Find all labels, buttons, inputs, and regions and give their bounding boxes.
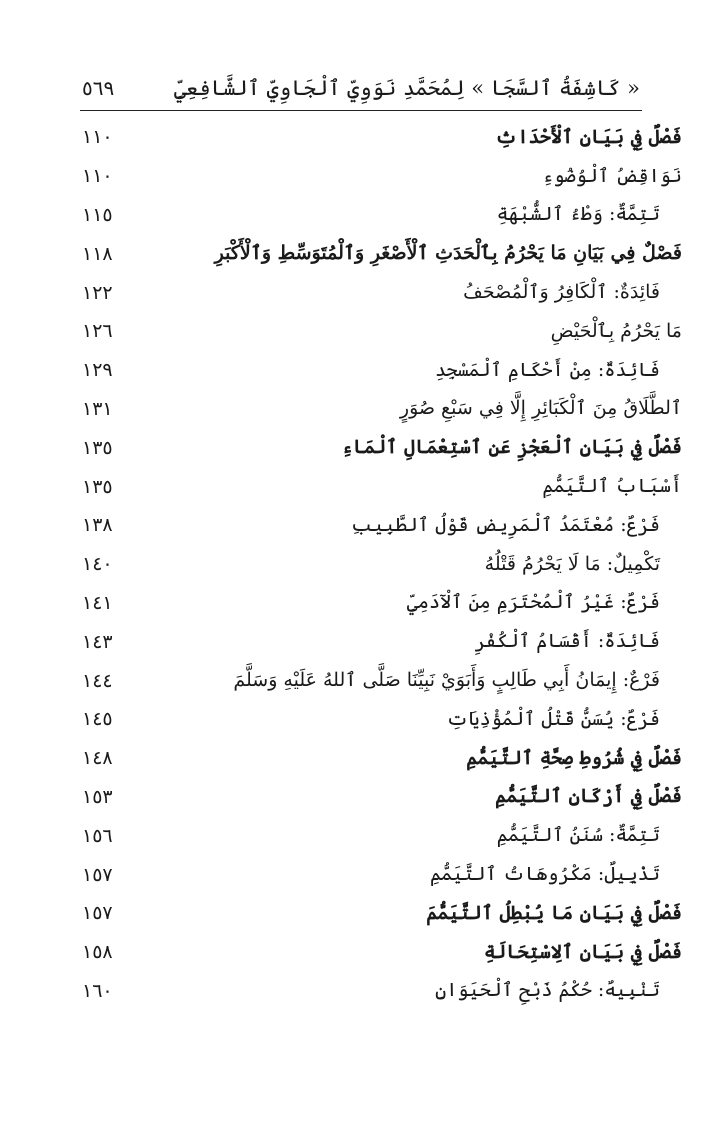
toc-subentry-title: مَا يَحْرُمُ بِٱلْحَيْضِ <box>550 319 682 342</box>
toc-page-number: ١٣٥ <box>82 475 113 498</box>
toc-page-number: ١١٥ <box>82 203 113 226</box>
toc-entry <box>78 234 682 273</box>
toc-entry <box>78 312 682 351</box>
toc-section-title: فَصْلٌ فِي بَيَانِ ٱلِاسْتِحَالَةِ <box>484 940 682 963</box>
toc-entry <box>78 894 682 933</box>
toc-subentry-title: ٱلطَّلَاقُ مِنَ ٱلْكَبَائِرِ إِلَّا فِي سَبْعِ صُوَرٍ <box>399 397 682 420</box>
book-title: « كَاشِفَةُ ٱلسَّجَا » لِمُحَمَّدِ نَوَوِيِّ ٱلْجَاوِيِّ ٱلشَّافِعِيِّ <box>173 76 640 100</box>
toc-entry <box>78 855 682 894</box>
toc-page-number: ١٣١ <box>82 397 113 420</box>
toc-subentry-title: تَكْمِيلٌ: مَا لَا يَحْرُمُ قَتْلُهُ <box>484 552 660 575</box>
toc-page-number: ١٤٨ <box>82 747 113 770</box>
toc-entry <box>78 545 682 584</box>
toc-subentry-title: فَائِدَةٌ: ٱلْكَافِرُ وَٱلْمُصْحَفُ <box>463 281 660 304</box>
toc-subentry-title: فَائِدَةٌ: مِنْ أَحْكَامِ ٱلْمَسْجِدِ <box>435 358 660 381</box>
toc-page-number: ١٣٨ <box>82 514 113 537</box>
toc-entry <box>78 390 682 429</box>
toc-entry <box>78 700 682 739</box>
toc-page-number: ١٥٧ <box>82 863 113 886</box>
toc-entry <box>78 467 682 506</box>
table-of-contents <box>78 118 682 1010</box>
toc-entry <box>78 584 682 623</box>
toc-page-number: ١٥٦ <box>82 824 113 847</box>
toc-subentry-title: فَائِدَةٌ: أَقْسَامُ ٱلْكُفْرِ <box>474 630 660 653</box>
toc-section-title: فَصْلٌ فِي بَيَانِ مَا يَحْرُمُ بِٱلْحَدَثِ ٱلْأَصْغَرِ وَٱلْمُتَوَسِّطِ وَٱلْأَكْبَرِ <box>214 242 682 265</box>
toc-page-number: ١٢٦ <box>82 320 113 343</box>
page-number: ٥٦٩ <box>82 76 115 100</box>
toc-page-number: ١٢٢ <box>82 281 113 304</box>
toc-page-number: ١٦٠ <box>82 979 113 1002</box>
toc-page-number: ١١٠ <box>82 126 113 149</box>
toc-section-title: فَصْلٌ فِي أَرْكَانِ ٱلتَّيَمُّمِ <box>495 785 682 808</box>
toc-entry <box>78 661 682 700</box>
toc-entry <box>78 506 682 545</box>
toc-page-number: ١٤٥ <box>82 708 113 731</box>
toc-subentry-title: تَذْيِيلٌ: مَكْرُوهَاتُ ٱلتَّيَمُّمِ <box>429 863 660 886</box>
toc-entry <box>78 816 682 855</box>
toc-subentry-title: أَسْبَابُ ٱلتَّيَمُّمِ <box>542 475 682 498</box>
toc-entry <box>78 933 682 972</box>
header-rule <box>80 110 642 111</box>
toc-subentry-title: فَرْعٌ: غَيْرُ ٱلْمُحْتَرَمِ مِنَ ٱلْآدَمِيِّ <box>406 591 660 614</box>
toc-page-number: ١٤١ <box>82 591 113 614</box>
toc-subentry-title: فَرْعٌ: مُعْتَمَدُ ٱلْمَرِيضِ قَوْلُ ٱلطَّبِيبِ <box>351 513 660 536</box>
toc-section-title: فَصْلٌ فِي بَيَانِ ٱلْأَحْدَاثِ <box>495 125 682 148</box>
toc-section-title: فَصْلٌ فِي شُرُوطِ صِحَّةِ ٱلتَّيَمُّمِ <box>466 746 682 769</box>
toc-subentry-title: تَنْبِيهٌ: حُكْمُ ذَبْحِ ٱلْحَيَوَانِ <box>435 979 660 1002</box>
toc-page-number: ١٤٣ <box>82 630 113 653</box>
toc-page-number: ١٤٤ <box>82 669 113 692</box>
toc-section-title: فَصْلٌ فِي بَيَانِ مَا يُبْطِلُ ٱلتَّيَمُّمَ <box>426 901 682 924</box>
toc-subentry-title: تَتِمَّةٌ: وَطْءُ ٱلشُّبْهَةِ <box>496 203 660 226</box>
toc-page-number: ١٢٩ <box>82 359 113 382</box>
toc-page-number: ١٥٨ <box>82 941 113 964</box>
toc-entry <box>78 622 682 661</box>
toc-subentry-title: فَرْعٌ: إِيمَانُ أَبِي طَالِبٍ وَأَبَوَيْ نَبِيِّنَا صَلَّى ٱللهُ عَلَيْهِ وَسَلَّمَ <box>233 669 660 692</box>
running-header <box>82 66 640 110</box>
toc-page-number: ١١٠ <box>82 165 113 188</box>
toc-page-number: ١٣٥ <box>82 436 113 459</box>
toc-page-number: ١١٨ <box>82 242 113 265</box>
toc-subentry-title: نَوَاقِضُ ٱلْوُضُوءِ <box>542 164 682 187</box>
toc-entry <box>78 157 682 196</box>
toc-entry <box>78 196 682 235</box>
toc-page-number: ١٤٠ <box>82 553 113 576</box>
toc-entry <box>78 118 682 157</box>
toc-subentry-title: فَرْعٌ: يُسَنُّ قَتْلُ ٱلْمُؤْذِيَاتِ <box>446 707 660 730</box>
toc-entry <box>78 428 682 467</box>
toc-subentry-title: تَتِمَّةٌ: سُنَنُ ٱلتَّيَمُّمِ <box>496 824 660 847</box>
toc-page-number: ١٥٣ <box>82 785 113 808</box>
toc-entry <box>78 972 682 1011</box>
toc-page-number: ١٥٧ <box>82 902 113 925</box>
toc-entry <box>78 273 682 312</box>
toc-entry <box>78 351 682 390</box>
toc-entry <box>78 739 682 778</box>
toc-entry <box>78 778 682 817</box>
toc-section-title: فَصْلٌ فِي بَيَانِ ٱلْعَجْزِ عَنِ ٱسْتِعْمَالِ ٱلْمَاءِ <box>341 436 682 459</box>
